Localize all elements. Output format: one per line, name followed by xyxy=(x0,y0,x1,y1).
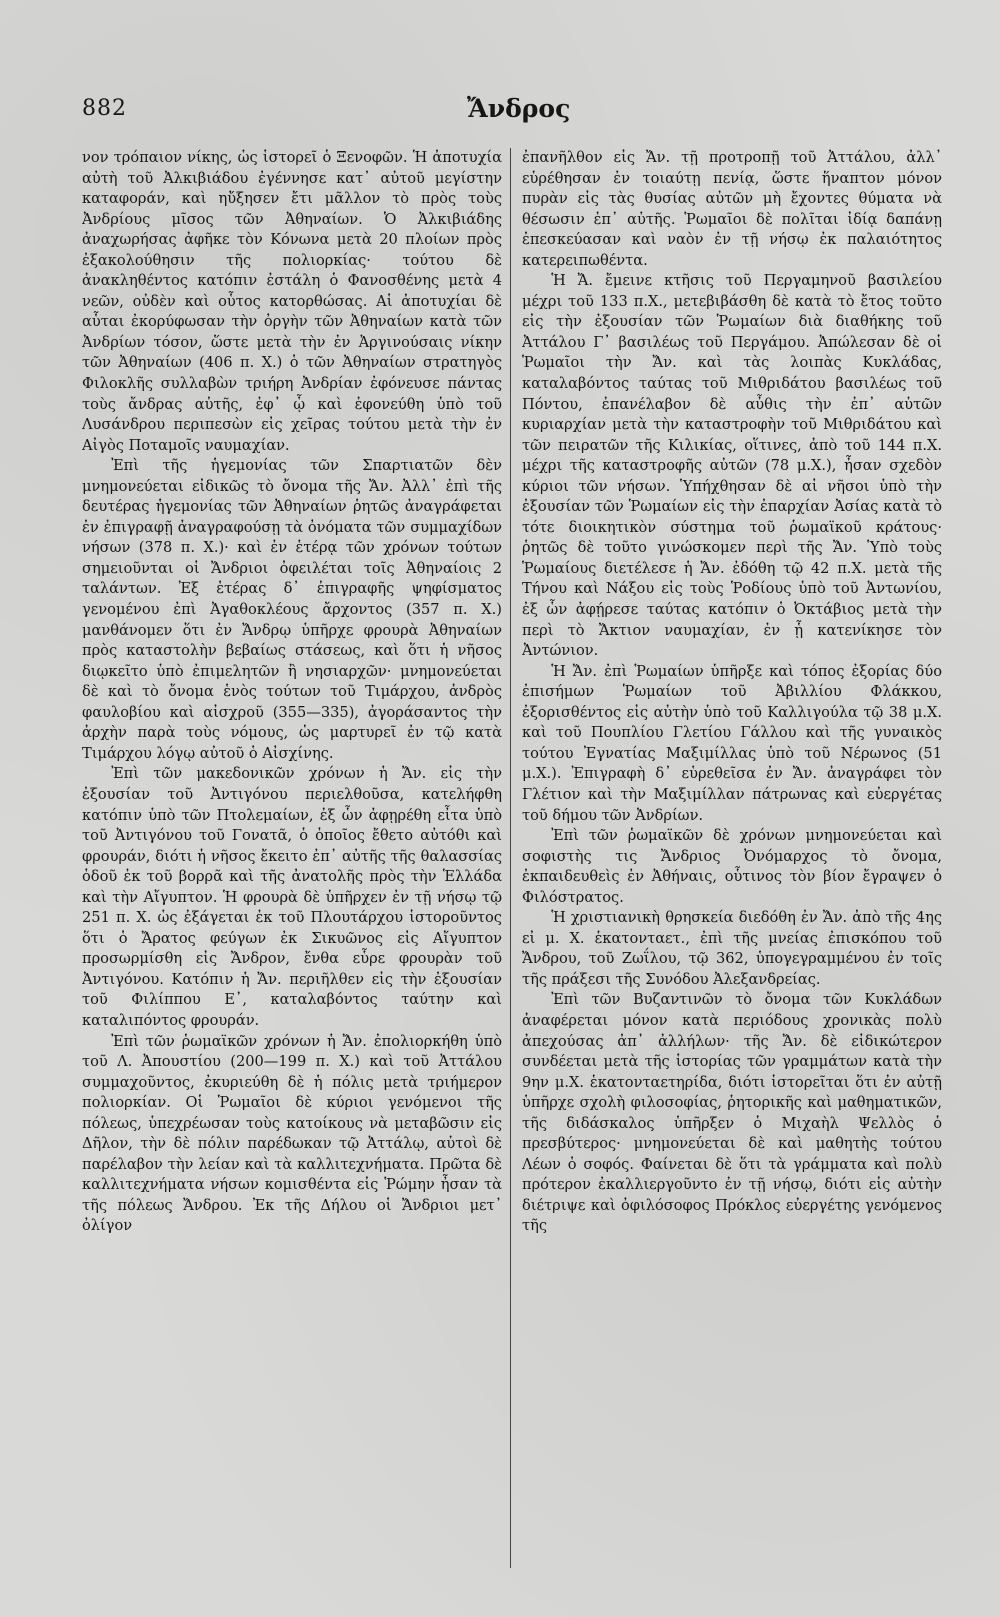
page-header xyxy=(82,96,950,136)
left-paragraph-4: Ἐπὶ τῶν ῥωμαϊκῶν χρόνων ἡ Ἄν. ἐπολιορκήθη ὑπὸ τοῦ Λ. Ἀπουστίου (200—199 π. Χ.) καὶ τοῦ Ἀττάλου συμμαχοῦντος, ἐκυριεύθη δὲ ἡ πόλις μετὰ τριήμερον πολιορκίαν. Οἱ Ῥωμαῖοι δὲ κύριοι γενόμενοι τῆς πόλεως, ὑπεχρέωσαν τοὺς κατοίκους νὰ μεταβῶσιν εἰς Δῆλον, τὴν δὲ πόλιν παρέδωκαν τῷ Ἀττάλῳ, αὐτοὶ δὲ παρέλαβον τὴν λείαν καὶ τὰ καλλιτεχνήματα. Πρῶτα δὲ καλλιτεχνήματα νήσων κομισθέντα εἰς Ῥώμην ἦσαν τὰ τῆς πόλεως Ἄνδρου. Ἐκ τῆς Δήλου οἱ Ἄνδριοι μετ᾽ ὀλίγον xyxy=(82,1032,502,1235)
right-paragraph-5: Ἡ χριστιανικὴ θρησκεία διεδόθη ἐν Ἄν. ἀπὸ τῆς 4ης εἰ μ. Χ. ἑκατονταετ., ἐπὶ τῆς μνείας ἐπισκόπου τοῦ Ἄνδρου, τοῦ Ζωΐλου, τῷ 362, ὑπογεγραμμένου ἐν τοῖς τῆς πράξεσι τῆς Συνόδου Ἀλεξανδρείας. xyxy=(522,909,942,988)
right-paragraph-6: Ἐπὶ τῶν Βυζαντινῶν τὸ ὄνομα τῶν Κυκλάδων ἀναφέρεται μόνον κατὰ περιόδους χρονικὰς πολὺ ἀπεχούσας ἀπ᾽ ἀλλήλων· τῆς Ἄν. δὲ εἰδικώτερον συνδέεται μετὰ τῆς ἱστορίας τῶν γραμμάτων κατὰ τὴν 9ην μ.Χ. ἑκατονταετηρίδα, διότι ἱστορεῖται ὅτι ἐν αὐτῇ ὑπῆρχε σχολὴ φιλοσοφίας, ῥητορικῆς καὶ μαθηματικῶν, τῆς διδάσκαλος ὑπῆρξεν ὁ Μιχαὴλ Ψελλὸς ὁ πρεσβύτερος· μνημονεύεται δὲ καὶ μαθητὴς τούτου Λέων ὁ σοφός. Φαίνεται δὲ ὅτι τὰ γράμματα καὶ πολὺ πρότερον ἐκαλλιεργοῦντο ἐν τῇ νήσῳ, διότι εἰς αὐτὴν διέτριψε καὶ ὀφιλόσοφος Πρόκλος εὐεργέτης γενόμενος τῆς xyxy=(522,991,942,1235)
right-paragraph-1: ἐπανῆλθον εἰς Ἄν. τῇ προτροπῇ τοῦ Ἀττάλου, ἀλλ᾽ εὑρέθησαν ἐν τοιαύτῃ πενίᾳ, ὥστε ἥναπτον μόνον πυρὰν εἰς τὰς θυσίας αὐτῶν μὴ ἔχοντες θύματα νὰ θέσωσιν ἐπ᾽ αὐτῆς. Ῥωμαῖοι δὲ πολῖται ἰδίᾳ δαπάνῃ ἐπεσκεύασαν καὶ ναὸν ἐν τῇ νήσῳ ἐκ παλαιότητος κατερειπωθέντα. xyxy=(522,149,942,269)
left-paragraph-3: Ἐπὶ τῶν μακεδονικῶν χρόνων ἡ Ἄν. εἰς τὴν ἐξουσίαν τοῦ Ἀντιγόνου περιελθοῦσα, κατελήφθη κατόπιν ὑπὸ τῶν Πτολεμαίων, ἐξ ὧν ἀφῃρέθη εἶτα ὑπὸ τοῦ Ἀντιγόνου τοῦ Γονατᾶ, ὁ ὁποῖος ἔθετο αὐτόθι καὶ φρουράν, διότι ἡ νῆσος ἔκειτο ἐπ᾽ αὐτῆς τῆς θαλασσίας ὁδοῦ ἐκ τοῦ βορρᾶ καὶ τῆς ἀνατολῆς πρὸς τὴν Ἑλλάδα καὶ τὴν Αἴγυπτον. Ἡ φρουρὰ δὲ ὑπῆρχεν ἐν τῇ νήσῳ τῷ 251 π. Χ. ὡς ἐξάγεται ἐκ τοῦ Πλουτάρχου ἱστοροῦντος ὅτι ὁ Ἄρατος φεύγων ἐκ Σικυῶνος εἰς Αἴγυπτον προσωρμίσθη εἰς Ἄνδρον, ἔνθα εὗρε φρουρὰν τοῦ Ἀντιγόνου. Κατόπιν ἡ Ἄν. περιῆλθεν εἰς τὴν ἐξουσίαν τοῦ Φιλίππου Ε᾽, καταλαβόντος ταύτην καὶ καταλιπόντος φρουράν. xyxy=(82,765,502,1029)
left-paragraph-2: Ἐπὶ τῆς ἡγεμονίας τῶν Σπαρτιατῶν δὲν μνημονεύεται εἰδικῶς τὸ ὄνομα τῆς Ἄν. Ἀλλ᾽ ἐπὶ τῆς δευτέρας ἡγεμονίας τῶν Ἀθηναίων ῥητῶς ἀναγράφεται ἐν ἐπιγραφῇ ἀναγραφούσῃ τὰ ὀνόματα τῶν συμμαχίδων νήσων (378 π. Χ.)· καὶ ἐν ἑτέρᾳ τῶν χρόνων τούτων σημειοῦνται οἱ Ἄνδριοι ὀφειλέται τοῖς Ἀθηναίοις 2 ταλάντων. Ἐξ ἑτέρας δ᾽ ἐπιγραφῆς ψηφίσματος γενομένου ἐπὶ Ἀγαθοκλέους ἄρχοντος (357 π. Χ.) μανθάνομεν ὅτι ἐν Ἄνδρῳ ὑπῆρχε φρουρὰ Ἀθηναίων πρὸς καταστολὴν βεβαίως στάσεως, καὶ ὅτι ἡ νῆσος διῳκεῖτο ὑπὸ ἐπιμελητῶν ἢ νησιαρχῶν· μνημονεύεται δὲ καὶ τὸ ὄνομα ἑνὸς τούτων τοῦ Τιμάρχου, ἀνδρὸς φαυλοβίου καὶ αἰσχροῦ (355—335), ἀγοράσαντος τὴν ἀρχὴν παρὰ τοὺς νόμους, ὡς μαρτυρεῖ ἐν τῷ κατὰ Τιμάρχου λόγῳ αὐτοῦ ὁ Αἰσχίνης. xyxy=(82,457,502,762)
left-column xyxy=(82,148,502,1568)
right-paragraph-3: Ἡ Ἄν. ἐπὶ Ῥωμαίων ὑπῆρξε καὶ τόπος ἐξορίας δύο ἐπισήμων Ῥωμαίων τοῦ Ἀβιλλίου Φλάκκου, ἐξορισθέντος εἰς αὐτὴν ὑπὸ τοῦ Καλλιγούλα τῷ 38 μ.Χ. καὶ τοῦ Πουπλίου Γλετίου Γάλλου καὶ τῆς γυναικὸς τούτου Ἐγνατίας Μαξιμίλλας ὑπὸ τοῦ Νέρωνος (51 μ.Χ.). Ἐπιγραφὴ δ᾽ εὑρεθεῖσα ἐν Ἄν. ἀναγράφει τὸν Γλέτιον καὶ τὴν Μαξιμίλλαν πάτρωνας καὶ εὐεργέτας τοῦ δήμου τῶν Ἀνδρίων. xyxy=(522,662,942,824)
left-paragraph-1: νον τρόπαιον νίκης, ὡς ἱστορεῖ ὁ Ξενοφῶν. Ἡ ἀποτυχία αὐτὴ τοῦ Ἀλκιβιάδου ἐγέννησε κατ᾽ αὐτοῦ μεγίστην καταφοράν, καὶ ηὔξησεν ἔτι μᾶλλον τὸ πρὸς τοὺς Ἀνδρίους μῖσος τῶν Ἀθηναίων. Ὁ Ἀλκιβιάδης ἀναχωρήσας ἀφῆκε τὸν Κόνωνα μετὰ 20 πλοίων πρὸς ἐξακολούθησιν τῆς πολιορκίας· τούτου δὲ ἀνακληθέντος κατόπιν ἐστάλη ὁ Φανοσθένης μετὰ 4 νεῶν, οὐδὲν καὶ οὗτος κατορθώσας. Αἱ ἀποτυχίαι δὲ αὗται ἐκορύφωσαν τὴν ὀργὴν τῶν Ἀθηναίων κατὰ τῶν Ἀνδρίων τόσον, ὥστε μετὰ τὴν ἐν Ἀργινούσαις νίκην τῶν Ἀθηναίων (406 π. Χ.) ὁ τῶν Ἀθηναίων στρατηγὸς Φιλοκλῆς συλλαβὼν τριήρη Ἀνδρίαν ἐφόνευσε πάντας τοὺς ἄνδρας αὐτῆς, ἐφ᾽ ᾧ καὶ ἐφονεύθη ὑπὸ τοῦ Λυσάνδρου περιπεσὼν εἰς χεῖρας τούτου μετὰ τὴν ἐν Αἰγὸς Ποταμοῖς ναυμαχίαν. xyxy=(82,149,502,454)
running-title: Ἄνδρος xyxy=(467,94,571,123)
column-divider xyxy=(510,148,511,1568)
text-columns xyxy=(82,148,962,1568)
right-paragraph-2: Ἡ Ἄ. ἔμεινε κτῆσις τοῦ Περγαμηνοῦ βασιλείου μέχρι τοῦ 133 π.Χ., μετεβιβάσθη δὲ κατὰ τὸ ἔτος τοῦτο εἰς τὴν ἐξουσίαν τῶν Ῥωμαίων διὰ διαθήκης τοῦ Ἀττάλου Γ᾽ βασιλέως τοῦ Περγάμου. Ἀπώλεσαν δὲ οἱ Ῥωμαῖοι τὴν Ἄν. καὶ τὰς λοιπὰς Κυκλάδας, καταλαβόντος ταύτας τοῦ Μιθριδάτου βασιλέως τοῦ Πόντου, ἐπανέλαβον δὲ αὖθις τὴν ἐπ᾽ αὐτῶν κυριαρχίαν μετὰ τὴν καταστροφὴν τοῦ Μιθριδάτου καὶ τῶν πειρατῶν τῆς Κιλικίας, οἵτινες, ἀπὸ τοῦ 144 π.Χ. μέχρι τῆς καταστροφῆς αὐτῶν (78 μ.Χ.), ἦσαν σχεδὸν κύριοι τῶν νήσων. Ὑπήχθησαν δὲ αἱ νῆσοι ὑπὸ τὴν ἐξουσίαν τῶν Ῥωμαίων εἰς τὴν ἐπαρχίαν Ἀσίας κατὰ τὸ τότε διοικητικὸν σύστημα τοῦ ῥωμαϊκοῦ κράτους· ῥητῶς δὲ τοῦτο γινώσκομεν περὶ τῆς Ἄν. Ὑπὸ τοὺς Ῥωμαίους διετέλεσε ἡ Ἄν. ἐδόθη τῷ 42 π.Χ. μετὰ τῆς Τήνου καὶ Νάξου εἰς τοὺς Ῥοδίους ὑπὸ τοῦ Ἀντωνίου, ἐξ ὧν ἀφῄρεσε ταύτας κατόπιν ὁ Ὀκτάβιος μετὰ τὴν περὶ τὸ Ἄκτιον ναυμαχίαν, ἐν ᾗ κατενίκησε τὸν Ἀντώνιον. xyxy=(522,272,942,660)
page-number: 882 xyxy=(82,96,127,121)
right-paragraph-4: Ἐπὶ τῶν ῥωμαϊκῶν δὲ χρόνων μνημονεύεται καὶ σοφιστὴς τις Ἄνδριος Ὀνόμαρχος τὸ ὄνομα, ἐκπαιδευθεὶς ἐν Ἀθήναις, οὗτινος τὸν βίον ἔγραψεν ὁ Φιλόστρατος. xyxy=(522,827,942,906)
right-column xyxy=(522,148,942,1568)
